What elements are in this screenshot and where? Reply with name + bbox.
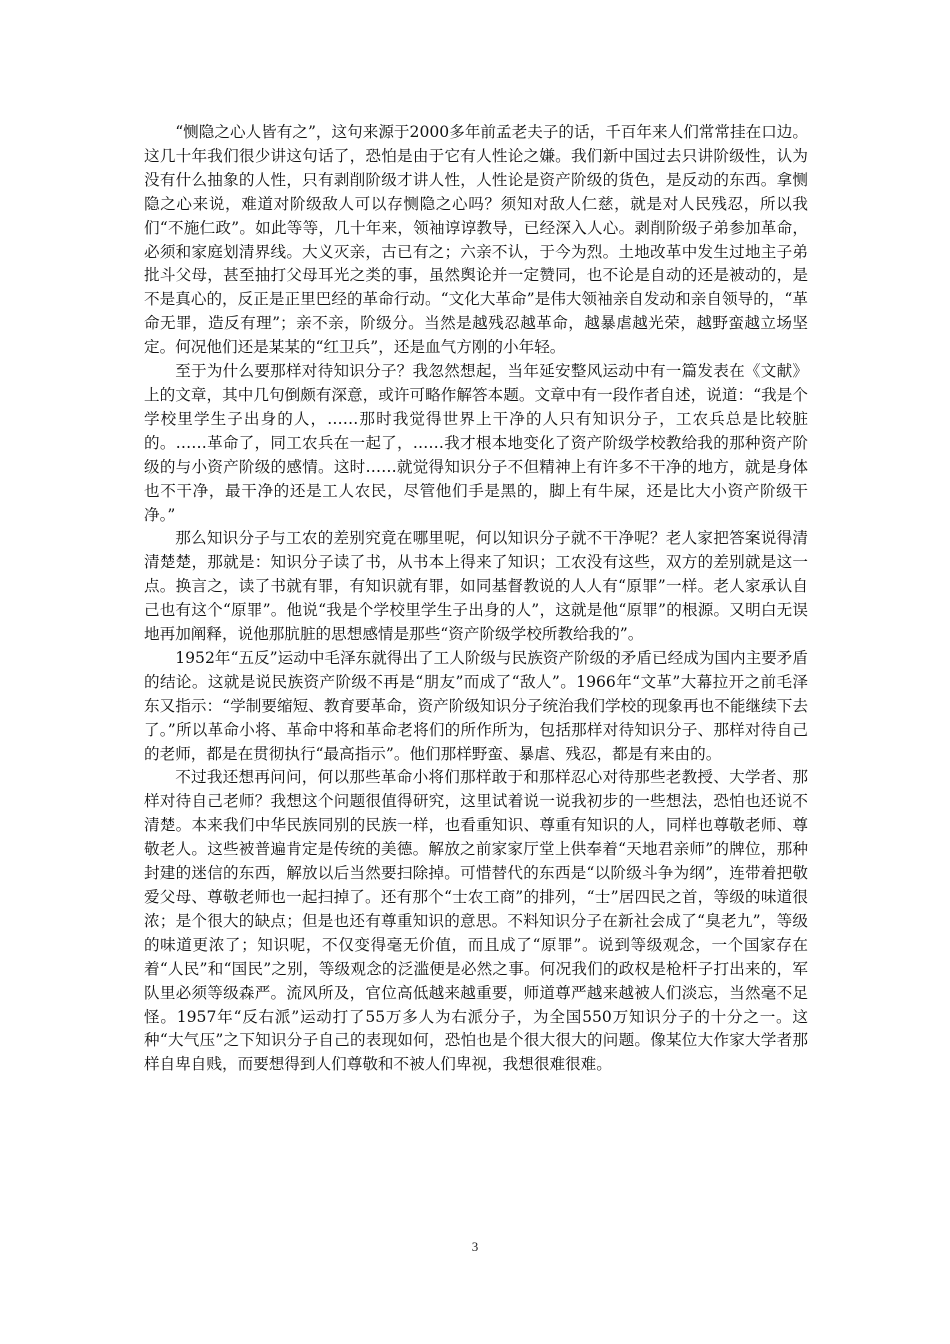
paragraph-2: 至于为什么要那样对待知识分子？我忽然想起，当年延安整风运动中有一篇发表在《文献》上的文章，其中几句倒颇有深意，或许可略作解答本题。文章中有一段作者自述，说道：“我是个学校里学生子出身的人，……那时我觉得世界上干净的人只有知识分子，工农兵总是比较脏的。……革命了，同工农兵在一起了，……我才根本地变化了资产阶级学校教给我的那种资产阶级的与小资产阶级的感情。这时……就觉得知识分子不但精神上有许多不干净的地方，就是身体也不干净，最干净的还是工人农民，尽管他们手是黑的，脚上有牛屎，还是比大小资产阶级干净。” (144, 362, 808, 524)
paragraph-4: 1952年“五反”运动中毛泽东就得出了工人阶级与民族资产阶级的矛盾已经成为国内主要矛盾的结论。这就是说民族资产阶级不再是“朋友”而成了“敌人”。1966年“文革”大幕拉开之前毛泽东又指示：“学制要缩短、教育要革命，资产阶级知识分子统治我们学校的现象再也不能继续下去了。”所以革命小将、革命中将和革命老将们的所作所为，包括那样对待知识分子、那样对待自己的老师，都是在贯彻执行“最高指示”。他们那样野蛮、暴虐、残忍，都是有来由的。 (144, 648, 808, 763)
paragraph-5: 不过我还想再问问，何以那些革命小将们那样敢于和那样忍心对待那些老教授、大学者、那样对待自己老师？我想这个问题很值得研究，这里试着说一说我初步的一些想法，恐怕也还说不清楚。本来我们中华民族同别的民族一样，也看重知识、尊重有知识的人，同样也尊敬老师、尊敬老人。这些被普遍肯定是传统的美德。解放之前家家厅堂上供奉着“天地君亲师”的牌位，那种封建的迷信的东西，解放以后当然要扫除掉。可惜替代的东西是“以阶级斗争为纲”，连带着把敬爱父母、尊敬老师也一起扫掉了。还有那个“士农工商”的排列，“士”居四民之首，等级的味道很浓；是个很大的缺点；但是也还有尊重知识的意思。不料知识分子在新社会成了“臭老九”，等级的味道更浓了；知识呢，不仅变得毫无价值，而且成了“原罪”。说到等级观念，一个国家存在着“人民”和“国民”之别，等级观念的泛滥便是必然之事。何况我们的政权是枪杆子打出来的，军队里必须等级森严。流风所及，官位高低越来越重要，师道尊严越来越被人们淡忘，当然毫不足怪。1957年“反右派”运动打了55万多人为右派分子，为全国550万知识分子的十分之一。这种“大气压”之下知识分子自己的表现如何，恐怕也是个很大很大的问题。像某位大作家大学者那样自卑自贱，而要想得到人们尊敬和不被人们卑视，我想很难很难。 (144, 768, 808, 1074)
paragraph-1: “恻隐之心人皆有之”，这句来源于2000多年前孟老夫子的话，千百年来人们常常挂在口边。这几十年我们很少讲这句话了，恐怕是由于它有人性论之嫌。我们新中国过去只讲阶级性，认为没有什么抽象的人性，只有剥削阶级才讲人性，人性论是资产阶级的货色，是反动的东西。拿恻隐之心来说，难道对阶级敌人可以存恻隐之心吗？须知对敌人仁慈，就是对人民残忍，所以我们“不施仁政”。如此等等，几十年来，领袖谆谆教导，已经深入人心。剥削阶级子弟参加革命，必须和家庭划清界线。大义灭亲，古已有之；六亲不认，于今为烈。土地改革中发生过地主子弟批斗父母，甚至抽打父母耳光之类的事，虽然舆论并一定赞同，也不论是自动的还是被动的，是不是真心的，反正是正里巴经的革命行动。“文化大革命”是伟大领袖亲自发动和亲自领导的，“革命无罪，造反有理”；亲不亲，阶级分。当然是越残忍越革命，越暴虐越光荣，越野蛮越立场坚定。何况他们还是某某的“红卫兵”，还是血气方刚的小年轻。 (144, 123, 808, 357)
paragraph-3: 那么知识分子与工农的差别究竟在哪里呢，何以知识分子就不干净呢？老人家把答案说得清清楚楚，那就是：知识分子读了书，从书本上得来了知识；工农没有这些，双方的差别就是这一点。换言之，读了书就有罪，有知识就有罪，如同基督教说的人人有“原罪”一样。老人家承认自己也有这个“原罪”。他说“我是个学校里学生子出身的人”，这就是他“原罪”的根源。又明白无误地再加阐释，说他那肮脏的思想感情是那些“资产阶级学校所教给我的”。 (144, 529, 808, 644)
body-text (144, 121, 808, 1077)
page-number: 3 (471, 1239, 479, 1254)
